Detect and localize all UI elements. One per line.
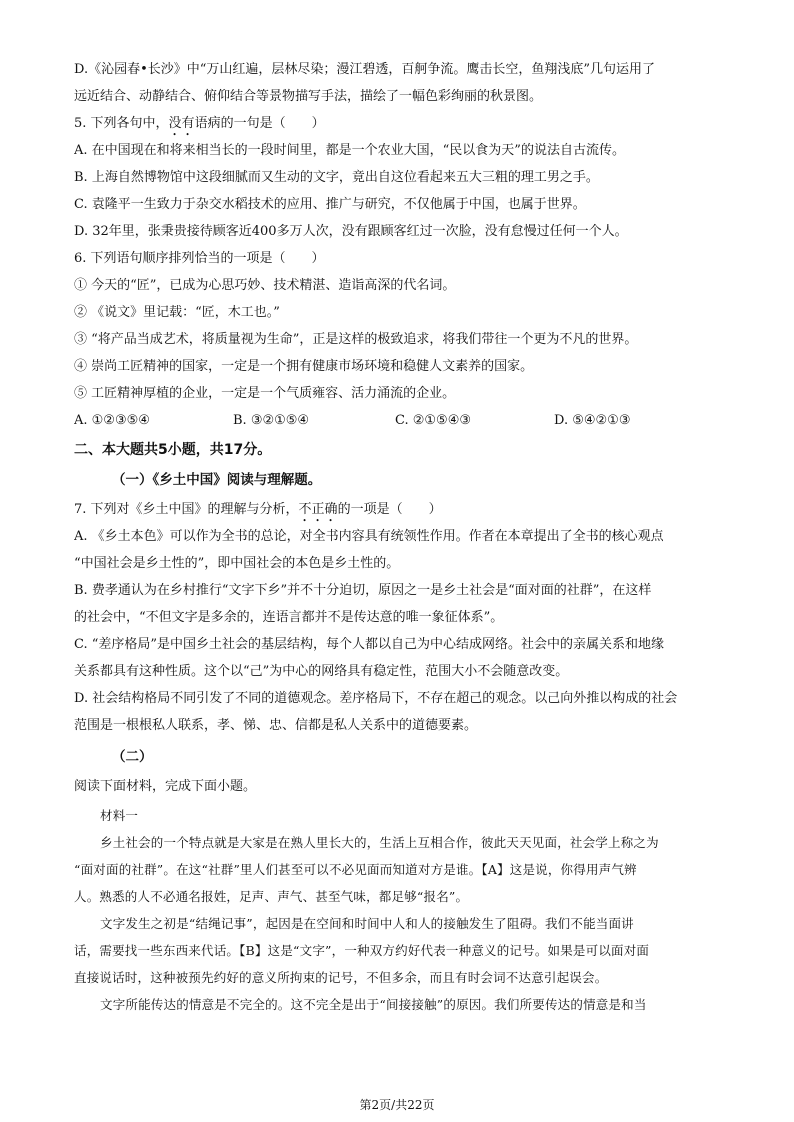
subsection-2-title: （二） (112, 749, 153, 765)
q5-option-a: A. 在中国现在和将来相当长的一段时间里，都是一个农业大国，“民以食为天”的说法自古流传。 (74, 143, 625, 158)
q7-option-a-line2: “中国社会是乡土性的”，即中国社会的本色是乡土性的。 (74, 556, 400, 571)
material-p2-line1: 文字发生之初是“结绳记事”，起因是在空间和时间中人和人的接触发生了阻碍。我们不能当面讲 (100, 916, 634, 931)
q7-option-b-line2: 的社会中，“不但文字是多余的，连语言都并不是传达意的唯一象征体系”。 (74, 610, 504, 625)
q5-stem (74, 114, 724, 139)
q5-option-c: C. 袁隆平一生致力于杂交水稻技术的应用、推广与研究，不仅他属于中国，也属于世界。 (74, 197, 586, 212)
material-p1-line1: 乡土社会的一个特点就是大家是在熟人里长大的，生活上互相合作，彼此天天见面，社会学上称之为 (100, 835, 659, 850)
q6-option-b: B. ③②①⑤④ (233, 413, 310, 428)
q4-option-d-line2: 远近结合、动静结合、俯仰结合等景物描写手法，描绘了一幅色彩绚丽的秋景图。 (74, 89, 543, 104)
q6-option-c: C. ②①⑤④③ (395, 413, 472, 428)
q6-sentence-2: ② 《说文》里记载：“匠，木工也。” (74, 305, 280, 320)
q7-option-d-line1: D. 社会结构格局不同引发了不同的道德观念。差序格局下，不存在超己的观念。以己向外推以构成的社会 (74, 691, 678, 706)
q6-sentence-3: ③ “将产品当成艺术，将质量视为生命”，正是这样的极致追求，将我们带往一个更为不凡的世界。 (74, 332, 638, 347)
q4-option-d-line1: D.《沁园春•长沙》中“万山红遍，层林尽染；漫江碧透，百舸争流。鹰击长空，鱼翔浅底”几句运用了 (74, 62, 656, 77)
q6-option-d: D. ⑤④②①③ (554, 413, 631, 428)
q7-option-c-line2: 关系都具有这种性质。这个以“己”为中心的网络具有稳定性，范围大小不会随意改变。 (74, 664, 569, 679)
q5-option-d: D. 32年里，张秉贵接待顾客近400多万人次，没有跟顾客红过一次脸，没有怠慢过任何一个人。 (74, 224, 628, 239)
material-p2-line3: 直接说话时，这种被预先约好的意义所拘束的记号，不但多余，而且有时会词不达意引起误会。 (74, 970, 608, 985)
q7-stem (74, 500, 724, 525)
q6-sentence-4: ④ 崇尚工匠精神的国家，一定是一个拥有健康市场环境和稳健人文素养的国家。 (74, 359, 534, 374)
q5-stem-part1: 5. 下列各句中， (74, 116, 169, 131)
q7-stem-part1: 7. 下列对《乡土中国》的理解与分析， (74, 502, 299, 517)
q5-stem-emphasis: 没有 (168, 116, 195, 131)
q5-stem-part2: 语病的一句是（ ） (194, 116, 325, 131)
reading-instruction: 阅读下面材料，完成下面小题。 (74, 779, 257, 794)
q6-sentence-5: ⑤ 工匠精神厚植的企业，一定是一个气质雍容、活力涌流的企业。 (74, 386, 456, 401)
q7-option-c-line1: C. “差序格局”是中国乡土社会的基层结构，每个人都以自己为中心结成网络。社会中的亲属关系和地缘 (74, 637, 665, 652)
q7-option-d-line2: 范围是一根根私人联系，孝、悌、忠、信都是私人关系中的道德要素。 (74, 718, 478, 733)
material-p3-line1: 文字所能传达的情意是不完全的。这不完全是出于“间接接触”的原因。我们所要传达的情意是和当 (100, 997, 647, 1012)
q6-stem: 6. 下列语句顺序排列恰当的一项是（ ） (74, 251, 325, 266)
page-number-footer: 第2页/共22页 (359, 1098, 435, 1112)
q5-option-b: B. 上海自然博物馆中这段细腻而又生动的文字，竟出自这位看起来五大三粗的理工男之手。 (74, 170, 599, 185)
q7-stem-part2: 的一项是（ ） (337, 502, 442, 517)
q7-stem-emphasis: 不正确 (298, 502, 338, 517)
q6-option-a: A. ①②③⑤④ (74, 413, 150, 428)
material-p2-line2: 话，需要找一些东西来代话。【B】这是“文字”，一种双方约好代表一种意义的记号。如果是可以面对面 (74, 943, 650, 958)
material-p1-line2: “面对面的社群”。在这“社群”里人们甚至可以不必见面而知道对方是谁。【A】这是说，你得用声气辨 (74, 862, 637, 877)
subsection-1-title: （一）《乡土中国》阅读与理解题。 (112, 472, 322, 488)
q6-options (74, 411, 724, 431)
material-label: 材料一 (100, 808, 139, 823)
q7-option-a-line1: A. 《乡土本色》可以作为全书的总论，对全书内容具有统领性作用。作者在本章提出了全书的核心观点 (74, 529, 664, 544)
q7-option-b-line1: B. 费孝通认为在乡村推行“文字下乡”并不十分迫切，原因之一是乡土社会是“面对面的社群”，在这样 (74, 583, 652, 598)
q6-sentence-1: ① 今天的“匠”，已成为心思巧妙、技术精湛、造诣高深的代名词。 (74, 278, 456, 293)
material-p1-line3: 人。熟悉的人不必通名报姓，足声、声气、甚至气味，都足够“报名”。 (74, 889, 469, 904)
section-2-title: 二、本大题共5小题，共17分。 (74, 442, 272, 458)
